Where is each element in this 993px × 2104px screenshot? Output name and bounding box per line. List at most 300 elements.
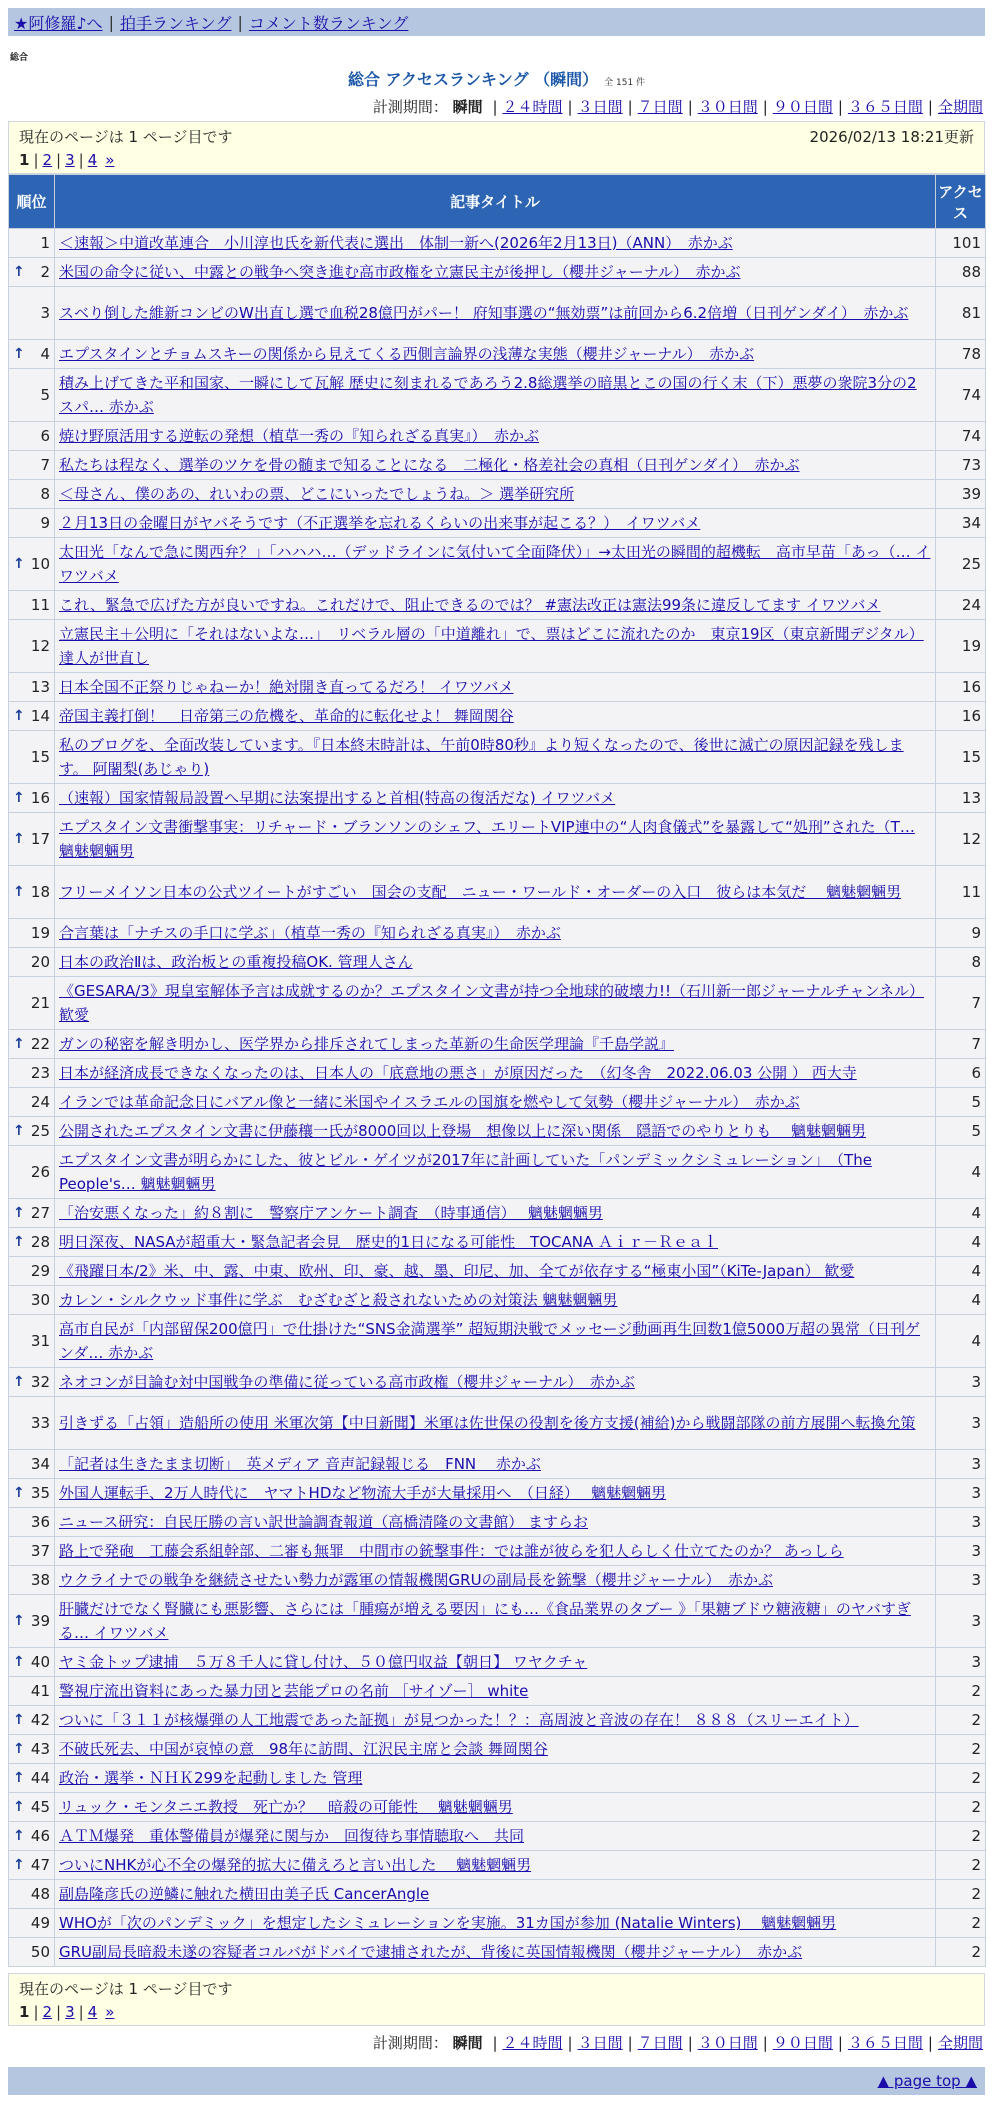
access-count: 2 xyxy=(936,1677,986,1706)
access-count: 4 xyxy=(936,1199,986,1228)
rank-number: 45 xyxy=(30,1798,50,1816)
rank-up-arrow-icon: ↑ xyxy=(13,1712,25,1728)
access-count: 39 xyxy=(936,480,986,509)
ranking-table xyxy=(8,174,986,1967)
article-title-link[interactable]: ネオコンが目論む対中国戦争の準備に従っている高市政権（櫻井ジャーナル） 赤かぶ xyxy=(59,1373,635,1391)
rank-number: 13 xyxy=(30,678,50,696)
article-title-link[interactable]: 日本の政治Ⅱは、政治板との重複投稿OK. 管理人さん xyxy=(59,953,413,971)
rank-cell xyxy=(9,1479,55,1508)
article-title-link[interactable]: エプスタイン文書が明らかにした、彼とビル・ゲイツが2017年に計画していた「パンデミックシミュレーション」 （The People's… 魑魅魍魎男 xyxy=(59,1151,872,1193)
article-title-link[interactable]: GRU副局長暗殺未遂の容疑者コルバがドバイで逮捕されたが、背後に英国情報機関（櫻井ジャーナル） 赤かぶ xyxy=(59,1943,803,1961)
article-title-link[interactable]: スベり倒した維新コンビのW出直し選で血税28億円がパー！ 府知事選の“無効票”は前回から6.2倍増（日刊ゲンダイ） 赤かぶ xyxy=(59,304,909,322)
table-row xyxy=(9,1397,986,1450)
table-row xyxy=(9,1880,986,1909)
article-title-link[interactable]: 合言葉は「ナチスの手口に学ぶ」（植草一秀の『知られざる真実』） 赤かぶ xyxy=(59,924,561,942)
period-selector xyxy=(8,96,983,117)
nav-separator: | xyxy=(108,12,114,32)
pager-page-3[interactable]: 3 xyxy=(65,151,75,169)
rank-cell xyxy=(9,287,55,340)
table-row xyxy=(9,673,986,702)
rank-cell xyxy=(9,258,55,287)
rank-cell xyxy=(9,1228,55,1257)
article-title-link[interactable]: ＜速報＞中道改革連合 小川淳也氏を新代表に選出 体制一新へ(2026年2月13日)（ANN） 赤かぶ xyxy=(59,234,733,252)
title-cell xyxy=(55,1146,936,1199)
page-info-box xyxy=(8,121,985,174)
rank-up-arrow-icon: ↑ xyxy=(13,1374,25,1390)
rank-number: 14 xyxy=(30,707,50,725)
period-link[interactable]: ３０日間 xyxy=(697,98,758,116)
rank-number: 29 xyxy=(30,1262,50,1280)
title-cell xyxy=(55,1566,936,1595)
access-count: 8 xyxy=(936,948,986,977)
article-title-link[interactable]: ウクライナでの戦争を継続させたい勢力が露軍の情報機関GRUの副局長を銃撃（櫻井ジャーナル） 赤かぶ xyxy=(59,1571,774,1589)
table-row xyxy=(9,1595,986,1648)
article-title-link[interactable]: WHOが「次のパンデミック」を想定したシミュレーションを実施。31カ国が参加 (Natalie Winters) 魑魅魍魎男 xyxy=(59,1914,837,1932)
table-row xyxy=(9,620,986,673)
table-row xyxy=(9,731,986,784)
table-row xyxy=(9,1508,986,1537)
rank-number: 19 xyxy=(30,924,50,942)
article-title-link[interactable]: 《飛躍日本/2》米、中、露、中東、欧州、印、豪、越、墨、印尼、加、全てが依存する“極東小国”（KiTe-Japan） 歓愛 xyxy=(59,1262,855,1280)
rank-number: 15 xyxy=(30,748,50,766)
title-cell xyxy=(55,1030,936,1059)
rank-cell xyxy=(9,1764,55,1793)
period-separator: | xyxy=(837,2034,843,2052)
access-count: 15 xyxy=(936,731,986,784)
access-count: 81 xyxy=(936,287,986,340)
article-title-link[interactable]: イランでは革命記念日にバアル像と一緒に米国やイスラエルの国旗を燃やして気勢（櫻井ジャーナル） 赤かぶ xyxy=(59,1093,800,1111)
rank-number: 16 xyxy=(30,789,50,807)
article-title-link[interactable]: 肝臓だけでなく腎臓にも悪影響、さらには「腫瘍が増える要因」にも…《食品業界のタブー 》「果糖ブドウ糖液糖」のヤバすぎる… イワツバメ xyxy=(59,1600,911,1642)
period-separator: | xyxy=(627,2034,633,2052)
table-row xyxy=(9,538,986,591)
rank-cell xyxy=(9,422,55,451)
access-count: 2 xyxy=(936,1735,986,1764)
rank-up-arrow-icon: ↑ xyxy=(13,1770,25,1786)
article-title-link[interactable]: 「記者は生きたまま切断」 英メディア 音声記録報じる FNN 赤かぶ xyxy=(59,1455,541,1473)
title-cell xyxy=(55,1706,936,1735)
rank-number: 1 xyxy=(40,234,50,252)
period-link[interactable]: ３日間 xyxy=(577,98,623,116)
current-page-text: 現在のページは 1 ページ目です xyxy=(19,128,233,146)
article-title-link[interactable]: 路上で発砲 工藤会系組幹部、二審も無罪 中間市の銃撃事件：では誰が彼らを犯人らしく仕立てたのか？ あっしら xyxy=(59,1542,844,1560)
title-cell xyxy=(55,1735,936,1764)
rank-number: 8 xyxy=(40,485,50,503)
article-title-link[interactable]: これ、緊急で広げた方が良いですね。これだけで、阻止できるのでは？ #憲法改正は憲法99条に違反してます イワツバメ xyxy=(59,596,881,614)
access-count: 4 xyxy=(936,1286,986,1315)
table-row xyxy=(9,1851,986,1880)
rank-cell xyxy=(9,977,55,1030)
rank-number: 18 xyxy=(30,883,50,901)
article-title-link[interactable]: 引きずる「占領」造船所の使用 米軍次第【中日新聞】米軍は佐世保の役割を後方支援(補給)から戦闘部隊の前方展開へ転換允策 xyxy=(59,1414,916,1432)
pager-page-3[interactable]: 3 xyxy=(65,2003,75,2021)
period-link[interactable]: 全期間 xyxy=(937,2034,983,2052)
rank-number: 30 xyxy=(30,1291,50,1309)
rank-number: 47 xyxy=(30,1856,50,1874)
access-count: 2 xyxy=(936,1851,986,1880)
title-cell xyxy=(55,1648,936,1677)
rank-number: 33 xyxy=(30,1414,50,1432)
rank-cell xyxy=(9,451,55,480)
table-row xyxy=(9,1566,986,1595)
table-row xyxy=(9,229,986,258)
article-title-link[interactable]: リュック・モンタニエ教授 死亡か？ 暗殺の可能性 魑魅魍魎男 xyxy=(59,1798,513,1816)
rank-up-arrow-icon: ↑ xyxy=(13,1485,25,1501)
rank-number: 35 xyxy=(30,1484,50,1502)
rank-number: 21 xyxy=(30,994,50,1012)
table-row xyxy=(9,784,986,813)
rank-number: 44 xyxy=(30,1769,50,1787)
article-title-link[interactable]: 副島隆彦氏の逆鱗に触れた横田由美子氏 CancerAngle xyxy=(59,1885,430,1903)
page-top-link[interactable]: ▲ page top ▲ xyxy=(877,2072,977,2090)
title-cell xyxy=(55,287,936,340)
title-cell xyxy=(55,340,936,369)
rank-cell xyxy=(9,1851,55,1880)
access-count: 2 xyxy=(936,1880,986,1909)
rank-up-arrow-icon: ↑ xyxy=(13,1613,25,1629)
table-row xyxy=(9,480,986,509)
title-cell xyxy=(55,1199,936,1228)
rank-cell xyxy=(9,1088,55,1117)
table-row xyxy=(9,258,986,287)
access-count: 74 xyxy=(936,422,986,451)
period-link[interactable]: ９０日間 xyxy=(772,98,833,116)
access-count: 4 xyxy=(936,1315,986,1368)
article-title-link[interactable]: 私のブログを、全面改装しています。『日本終末時計は、午前0時80秒』より短くなったので、後世に滅亡の原因記録を残します。 阿闍梨(あじゃり) xyxy=(59,736,904,778)
table-row xyxy=(9,1648,986,1677)
rank-number: 17 xyxy=(30,830,50,848)
article-title-link[interactable]: エプスタイン文書衝撃事実：リチャード・ブランソンのシェフ、エリートVIP連中の“人肉食儀式”を暴露して“処刑”された（T… 魑魅魍魎男 xyxy=(59,818,915,860)
period-separator: | xyxy=(927,98,933,116)
article-title-link[interactable]: ニュース研究：自民圧勝の言い訳世論調査報道（高橋清隆の文書館） ますらお xyxy=(59,1513,589,1531)
title-cell xyxy=(55,673,936,702)
article-title-link[interactable]: 「治安悪くなった」約８割に 警察庁アンケート調査 （時事通信） 魑魅魍魎男 xyxy=(59,1204,603,1222)
rank-number: 23 xyxy=(30,1064,50,1082)
rank-number: 40 xyxy=(30,1653,50,1671)
rank-number: 5 xyxy=(40,386,50,404)
rank-cell xyxy=(9,1368,55,1397)
article-title-link[interactable]: 焼け野原活用する逆転の発想（植草一秀の『知られざる真実』） 赤かぶ xyxy=(59,427,540,445)
nav-separator: | xyxy=(237,12,243,32)
article-title-link[interactable]: 日本全国不正祭りじゃねーか！絶対開き直ってるだろ！ イワツバメ xyxy=(59,678,514,696)
title-cell xyxy=(55,620,936,673)
table-row xyxy=(9,1257,986,1286)
title-cell xyxy=(55,1880,936,1909)
title-cell xyxy=(55,813,936,866)
article-title-link[interactable]: 不破氏死去、中国が哀悼の意 98年に訪問、江沢民主席と会談 舞岡関谷 xyxy=(59,1740,548,1758)
rank-cell xyxy=(9,369,55,422)
rank-number: 39 xyxy=(30,1612,50,1630)
table-row xyxy=(9,977,986,1030)
rank-cell xyxy=(9,340,55,369)
period-link[interactable]: ７日間 xyxy=(637,2034,683,2052)
period-link[interactable]: ２４時間 xyxy=(502,98,563,116)
rank-cell xyxy=(9,919,55,948)
title-cell xyxy=(55,480,936,509)
article-title-link[interactable]: エプスタインとチョムスキーの関係から見えてくる西側言論界の浅薄な実態（櫻井ジャーナル） 赤かぶ xyxy=(59,345,755,363)
pager-next[interactable]: » xyxy=(105,2003,115,2021)
access-count: 24 xyxy=(936,591,986,620)
table-row xyxy=(9,369,986,422)
article-title-link[interactable]: 太田光「なんで急に関西弁？」「ハハハ…（デッドラインに気付いて全面降伏）」→太田光の瞬間的超機転 高市早苗「あっ（… イワツバメ xyxy=(59,543,931,585)
rank-cell xyxy=(9,702,55,731)
rank-up-arrow-icon: ↑ xyxy=(13,264,25,280)
rank-cell xyxy=(9,1059,55,1088)
rank-cell xyxy=(9,1735,55,1764)
header-title: 記事タイトル xyxy=(55,175,936,229)
title-cell xyxy=(55,1851,936,1880)
table-row xyxy=(9,1117,986,1146)
table-row xyxy=(9,1909,986,1938)
rank-cell xyxy=(9,1030,55,1059)
period-link[interactable]: ２４時間 xyxy=(502,2034,563,2052)
article-title-link[interactable]: 米国の命令に従い、中露との戦争へ突き進む高市政権を立憲民主が後押し（櫻井ジャーナル） 赤かぶ xyxy=(59,263,741,281)
rank-number: 37 xyxy=(30,1542,50,1560)
rank-cell xyxy=(9,1909,55,1938)
rank-up-arrow-icon: ↑ xyxy=(13,1123,25,1139)
ranking-heading xyxy=(8,67,985,90)
table-row xyxy=(9,1146,986,1199)
access-count: 2 xyxy=(936,1706,986,1735)
period-link[interactable]: ７日間 xyxy=(637,98,683,116)
access-count: 7 xyxy=(936,1030,986,1059)
pager-page-2[interactable]: 2 xyxy=(42,151,53,169)
title-cell xyxy=(55,229,936,258)
period-separator: | xyxy=(492,98,498,116)
access-count: 4 xyxy=(936,1228,986,1257)
period-link[interactable]: ３日間 xyxy=(577,2034,623,2052)
access-count: 2 xyxy=(936,1793,986,1822)
access-count: 88 xyxy=(936,258,986,287)
rank-number: 20 xyxy=(30,953,50,971)
nav-link-asyura[interactable]: ★阿修羅♪へ xyxy=(14,13,103,33)
table-row xyxy=(9,1677,986,1706)
pager-current: 1 xyxy=(19,151,30,169)
table-row xyxy=(9,1368,986,1397)
period-link[interactable]: ３６５日間 xyxy=(847,2034,923,2052)
table-row xyxy=(9,948,986,977)
article-title-link[interactable]: 政治・選挙・ＮＨＫ299を起動しました 管理 xyxy=(59,1769,363,1787)
title-cell xyxy=(55,591,936,620)
title-cell xyxy=(55,1450,936,1479)
article-title-link[interactable]: ＡＴＭ爆発 重体警備員が爆発に関与か 回復待ち事情聴取へ 共同 xyxy=(59,1827,525,1845)
ranking-title: 総合 アクセスランキング （瞬間） xyxy=(347,70,599,89)
pager: 1 | 2 | 3 | 4 » xyxy=(19,151,115,169)
access-count: 25 xyxy=(936,538,986,591)
title-cell xyxy=(55,731,936,784)
rank-number: 31 xyxy=(30,1332,50,1350)
rank-cell xyxy=(9,1117,55,1146)
period-separator: | xyxy=(492,2034,498,2052)
period-separator: | xyxy=(762,2034,768,2052)
title-cell xyxy=(55,1257,936,1286)
article-title-link[interactable]: 立憲民主＋公明に「それはないよな…」 リベラル層の「中道離れ」で、票はどこに流れたのか 東京19区（東京新聞デジタル） 達人が世直し xyxy=(59,625,924,667)
rank-number: 43 xyxy=(30,1740,50,1758)
rank-up-arrow-icon: ↑ xyxy=(13,346,25,362)
rank-number: 4 xyxy=(40,345,50,363)
period-link[interactable]: ３６５日間 xyxy=(847,98,923,116)
table-row xyxy=(9,1088,986,1117)
rank-number: 9 xyxy=(40,514,50,532)
rank-number: 34 xyxy=(30,1455,50,1473)
article-title-link[interactable]: ついに「３１１が核爆弾の人工地震であった証拠」が見つかった！？：高周波と音波の存在！ ８８８（スリーエイト） xyxy=(59,1711,859,1729)
pager-next[interactable]: » xyxy=(105,151,115,169)
page-info-box-bottom xyxy=(8,1973,985,2026)
rank-up-arrow-icon: ↑ xyxy=(13,1654,25,1670)
title-cell xyxy=(55,258,936,287)
pager-page-2[interactable]: 2 xyxy=(42,2003,53,2021)
access-count: 3 xyxy=(936,1368,986,1397)
period-link[interactable]: ３０日間 xyxy=(697,2034,758,2052)
access-count: 3 xyxy=(936,1648,986,1677)
access-count: 9 xyxy=(936,919,986,948)
rank-number: 32 xyxy=(30,1373,50,1391)
table-row xyxy=(9,591,986,620)
rank-cell xyxy=(9,948,55,977)
title-cell xyxy=(55,1315,936,1368)
period-separator: | xyxy=(762,98,768,116)
article-title-link[interactable]: 帝国主義打倒！ 日帝第三の危機を、革命的に転化せよ！ 舞岡関谷 xyxy=(59,707,514,725)
article-title-link[interactable]: カレン・シルクウッド事件に学ぶ むざむざと殺されないための対策法 魑魅魍魎男 xyxy=(59,1291,618,1309)
title-cell xyxy=(55,1368,936,1397)
table-row xyxy=(9,866,986,919)
access-count: 3 xyxy=(936,1595,986,1648)
article-title-link[interactable]: 高市自民が「内部留保200億円」で仕掛けた“SNS金満選挙” 超短期決戦でメッセージ動画再生回数1億5000万超の異常（日刊ゲンダ… 赤かぶ xyxy=(59,1320,921,1362)
rank-number: 12 xyxy=(30,637,50,655)
article-title-link[interactable]: ＜母さん、僕のあの、れいわの票、どこにいったでしょうね。＞ 選挙研究所 xyxy=(59,485,575,503)
title-cell xyxy=(55,538,936,591)
rank-cell xyxy=(9,1648,55,1677)
access-count: 16 xyxy=(936,702,986,731)
article-title-link[interactable]: 警視庁流出資料にあった暴力団と芸能プロの名前 ［サイゾー］ white xyxy=(59,1682,529,1700)
title-cell xyxy=(55,1059,936,1088)
article-title-link[interactable]: 外国人運転手、2万人時代に ヤマトHDなど物流大手が大量採用へ （日経） 魑魅魍魎男 xyxy=(59,1484,667,1502)
rank-cell xyxy=(9,1286,55,1315)
rank-cell xyxy=(9,509,55,538)
title-cell xyxy=(55,1286,936,1315)
access-count: 3 xyxy=(936,1508,986,1537)
rank-number: 2 xyxy=(40,263,50,281)
pager-page-4[interactable]: 4 xyxy=(87,151,98,169)
title-cell xyxy=(55,1595,936,1648)
table-row xyxy=(9,1537,986,1566)
rank-cell xyxy=(9,1822,55,1851)
total-count: 全 151 件 xyxy=(604,78,646,88)
article-title-link[interactable]: 積み上げてきた平和国家、一瞬にして瓦解 歴史に刻まれるであろう2.8総選挙の暗黒とこの国の行く末（下）悪夢の衆院3分の2 スパ… 赤かぶ xyxy=(59,374,917,416)
rank-up-arrow-icon: ↑ xyxy=(13,556,25,572)
article-title-link[interactable]: フリーメイソン日本の公式ツイートがすごい 国会の支配 ニュー・ワールド・オーダーの入口 彼らは本気だ 魑魅魍魎男 xyxy=(59,883,902,901)
period-separator: | xyxy=(927,2034,933,2052)
article-title-link[interactable]: 公開されたエプスタイン文書に伊藤穰一氏が8000回以上登場 想像以上に深い関係 隠語でのやりとりも 魑魅魍魎男 xyxy=(59,1122,867,1140)
access-count: 4 xyxy=(936,1257,986,1286)
table-row xyxy=(9,1822,986,1851)
rank-up-arrow-icon: ↑ xyxy=(13,1799,25,1815)
table-row xyxy=(9,287,986,340)
access-count: 4 xyxy=(936,1146,986,1199)
rank-cell xyxy=(9,538,55,591)
title-cell xyxy=(55,1117,936,1146)
nav-link-applause-ranking[interactable]: 拍手ランキング xyxy=(119,13,232,33)
rank-cell xyxy=(9,229,55,258)
rank-cell xyxy=(9,731,55,784)
access-count: 73 xyxy=(936,451,986,480)
access-count: 11 xyxy=(936,866,986,919)
rank-up-arrow-icon: ↑ xyxy=(13,708,25,724)
article-title-link[interactable]: 私たちは程なく、選挙のツケを骨の髄まで知ることになる 二極化・格差社会の真相（日刊ゲンダイ） 赤かぶ xyxy=(59,456,800,474)
rank-cell xyxy=(9,1706,55,1735)
rank-number: 28 xyxy=(30,1233,50,1251)
access-count: 2 xyxy=(936,1822,986,1851)
rank-number: 41 xyxy=(30,1682,50,1700)
table-row xyxy=(9,422,986,451)
title-cell xyxy=(55,422,936,451)
rank-up-arrow-icon: ↑ xyxy=(13,1828,25,1844)
access-count: 3 xyxy=(936,1450,986,1479)
table-row xyxy=(9,1450,986,1479)
period-link[interactable]: ９０日間 xyxy=(772,2034,833,2052)
rank-cell xyxy=(9,813,55,866)
category-tag: 総合 xyxy=(10,53,29,63)
article-title-link[interactable]: ２月13日の金曜日がヤバそうです（不正選挙を忘れるくらいの出来事が起こる？） イワツバメ xyxy=(59,514,701,532)
rank-up-arrow-icon: ↑ xyxy=(13,1036,25,1052)
article-title-link[interactable]: ヤミ金トップ逮捕 ５万８千人に貸し付け、５０億円収益【朝日】 ワヤクチャ xyxy=(59,1653,588,1671)
title-cell xyxy=(55,1909,936,1938)
nav-link-comment-ranking[interactable]: コメント数ランキング xyxy=(248,13,409,33)
rank-number: 25 xyxy=(30,1122,50,1140)
rank-number: 22 xyxy=(30,1035,50,1053)
rank-number: 6 xyxy=(40,427,50,445)
article-title-link[interactable]: ついにNHKが心不全の爆発的拡大に備えろと言い出した 魑魅魍魎男 xyxy=(59,1856,532,1874)
rank-cell xyxy=(9,673,55,702)
title-cell xyxy=(55,1228,936,1257)
table-row xyxy=(9,813,986,866)
table-row xyxy=(9,451,986,480)
title-cell xyxy=(55,1938,936,1967)
pager-bottom: 1 | 2 | 3 | 4 » xyxy=(19,2003,115,2021)
access-count: 6 xyxy=(936,1059,986,1088)
rank-number: 27 xyxy=(30,1204,50,1222)
article-title-link[interactable]: ガンの秘密を解き明かし、医学界から排斥されてしまった革新の生命医学理論『千島学説』 xyxy=(59,1035,675,1053)
title-cell xyxy=(55,1088,936,1117)
rank-number: 3 xyxy=(40,304,50,322)
top-nav-bar xyxy=(8,8,985,36)
article-title-link[interactable]: 明日深夜、NASAが超重大・緊急記者会見 歴史的1日になる可能性 TOCANA Ａｉｒ－Ｒｅａｌ xyxy=(59,1233,719,1251)
access-count: 3 xyxy=(936,1537,986,1566)
table-row xyxy=(9,1059,986,1088)
rank-number: 50 xyxy=(30,1943,50,1961)
rank-up-arrow-icon: ↑ xyxy=(13,1857,25,1873)
article-title-link[interactable]: 日本が経済成長できなくなったのは、日本人の「底意地の悪さ」が原因だった （幻冬舎 2022.06.03 公開 ） 西大寺 xyxy=(59,1064,857,1082)
access-count: 2 xyxy=(936,1909,986,1938)
period-link[interactable]: 全期間 xyxy=(937,98,983,116)
article-title-link[interactable]: 《GESARA/3》現皇室解体予言は成就するのか？エプスタイン文書が持つ全地球的破壊力!!（石川新一郎ジャーナルチャンネル） 歓愛 xyxy=(59,982,925,1024)
period-selector-bottom xyxy=(8,2032,983,2053)
pager-page-4[interactable]: 4 xyxy=(87,2003,98,2021)
article-title-link[interactable]: （速報）国家情報局設置へ早期に法案提出すると首相(特高の復活だな) イワツバメ xyxy=(59,789,616,807)
rank-cell xyxy=(9,784,55,813)
access-count: 34 xyxy=(936,509,986,538)
rank-up-arrow-icon: ↑ xyxy=(13,1205,25,1221)
title-cell xyxy=(55,948,936,977)
access-count: 101 xyxy=(936,229,986,258)
rank-cell xyxy=(9,1257,55,1286)
table-row xyxy=(9,1228,986,1257)
access-count: 3 xyxy=(936,1397,986,1450)
rank-cell xyxy=(9,1146,55,1199)
period-separator: | xyxy=(627,98,633,116)
title-cell xyxy=(55,1764,936,1793)
rank-cell xyxy=(9,866,55,919)
